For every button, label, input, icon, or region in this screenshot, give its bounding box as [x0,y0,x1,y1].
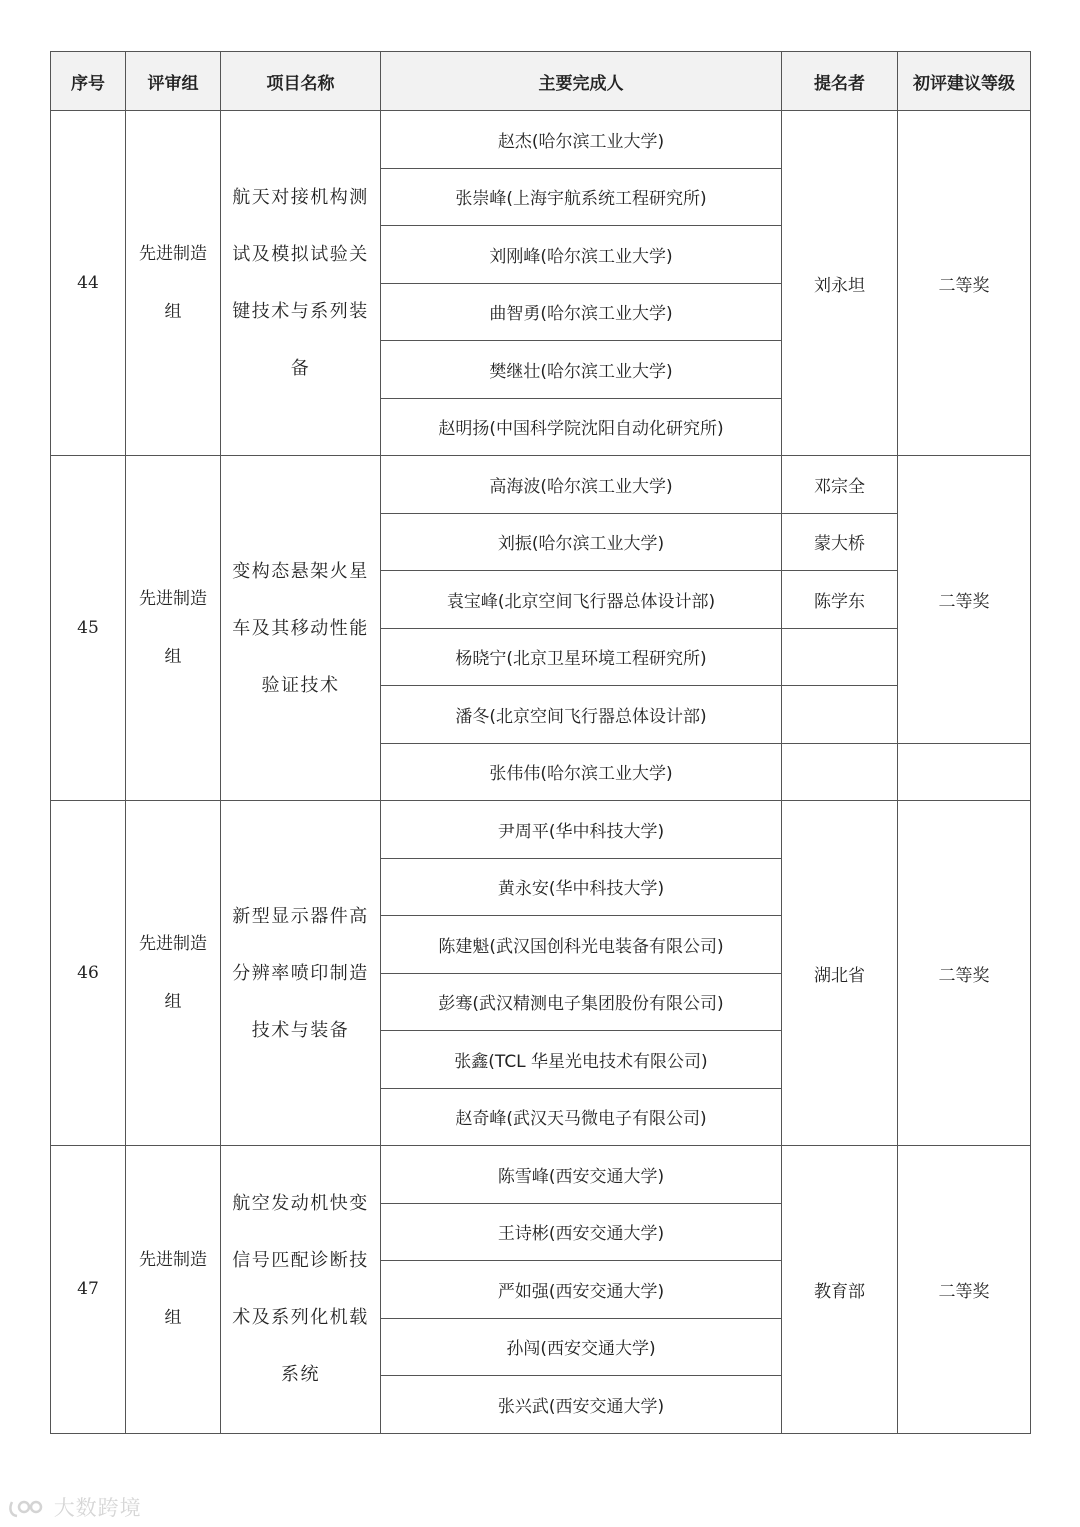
table-row [51,1146,1031,1204]
project-line: 验证技术 [261,674,340,696]
record-num: 44 [51,111,126,456]
project-line: 试及模拟试验关 [232,244,369,265]
completer: 陈雪峰(西安交通大学) [381,1146,782,1204]
empty-cell [782,686,898,744]
review-group [126,111,221,456]
completer: 刘刚峰(哈尔滨工业大学) [381,226,782,284]
completer: 潘冬(北京空间飞行器总体设计部) [381,686,782,744]
project-line: 航天对接机构测 [232,187,369,208]
nominator: 湖北省 [782,801,898,1146]
group-text-line: 组 [164,647,182,667]
project-line: 分辨率喷印制造 [232,962,369,984]
award-level: 二等奖 [898,111,1031,456]
completer: 张伟伟(哈尔滨工业大学) [381,743,782,801]
review-group [126,456,221,801]
award-level: 二等奖 [898,1146,1031,1434]
project-line: 键技术与系列装 [232,301,369,322]
empty-cell [782,743,898,801]
header-people: 主要完成人 [381,52,782,111]
group-text-line: 组 [164,1308,182,1329]
project-line: 术及系列化机载 [232,1307,369,1329]
nominator: 陈学东 [782,571,898,629]
completer: 王诗彬(西安交通大学) [381,1203,782,1261]
completer: 黄永安(华中科技大学) [381,858,782,916]
group-text-line: 组 [164,992,182,1012]
completer: 袁宝峰(北京空间飞行器总体设计部) [381,571,782,629]
header-num: 序号 [51,52,126,111]
project-line: 技术与装备 [251,1019,350,1041]
awards-table [50,51,1031,1434]
project-line: 航空发动机快变 [232,1193,369,1215]
header-nominator: 提名者 [782,52,898,111]
completer: 赵明扬(中国科学院沈阳自动化研究所) [381,398,782,456]
record-num: 45 [51,456,126,801]
completer: 陈建魁(武汉国创科光电装备有限公司) [381,916,782,974]
award-level: 二等奖 [898,801,1031,1146]
completer: 樊继壮(哈尔滨工业大学) [381,341,782,399]
completer: 赵杰(哈尔滨工业大学) [381,111,782,169]
project-line: 系统 [281,1364,320,1386]
header-group: 评审组 [126,52,221,111]
group-text-line: 组 [164,302,182,322]
group-text-line: 先进制造 [139,244,207,264]
completer: 尹周平(华中科技大学) [381,801,782,859]
project-line: 信号匹配诊断技 [232,1250,369,1272]
nominator: 邓宗全 [782,456,898,514]
completer: 杨晓宁(北京卫星环境工程研究所) [381,628,782,686]
table-header-row [51,52,1031,111]
completer: 孙闯(西安交通大学) [381,1318,782,1376]
completer: 严如强(西安交通大学) [381,1261,782,1319]
header-project: 项目名称 [221,52,381,111]
completer: 高海波(哈尔滨工业大学) [381,456,782,514]
completer: 张兴武(西安交通大学) [381,1376,782,1434]
record-num: 47 [51,1146,126,1434]
review-group [126,801,221,1146]
header-level: 初评建议等级 [898,52,1031,111]
completer: 曲智勇(哈尔滨工业大学) [381,283,782,341]
group-text-line: 先进制造 [139,1250,207,1271]
table-row [51,111,1031,169]
project-line: 变构态悬架火星 [232,560,369,582]
project-line: 新型显示器件高 [232,905,369,927]
nominator: 教育部 [782,1146,898,1434]
project-name [221,801,381,1146]
nominator: 刘永坦 [782,111,898,456]
watermark-logo-icon [8,1498,46,1520]
watermark-text: 大数跨境 [53,1496,142,1520]
watermark [8,1492,142,1522]
project-name [221,1146,381,1434]
review-group [126,1146,221,1434]
project-line: 备 [290,358,311,379]
table-row [51,801,1031,859]
empty-cell [898,743,1031,801]
table-row [51,456,1031,514]
project-name [221,111,381,456]
group-text-line: 先进制造 [139,589,207,609]
completer: 张崇峰(上海宇航系统工程研究所) [381,168,782,226]
project-line: 车及其移动性能 [232,617,369,639]
empty-cell [782,628,898,686]
project-name [221,456,381,801]
completer: 张鑫(TCL 华星光电技术有限公司) [381,1031,782,1089]
completer: 赵奇峰(武汉天马微电子有限公司) [381,1088,782,1146]
completer: 刘振(哈尔滨工业大学) [381,513,782,571]
nominator: 蒙大桥 [782,513,898,571]
group-text-line: 先进制造 [139,934,207,954]
award-level: 二等奖 [898,456,1031,744]
completer: 彭骞(武汉精测电子集团股份有限公司) [381,973,782,1031]
record-num: 46 [51,801,126,1146]
